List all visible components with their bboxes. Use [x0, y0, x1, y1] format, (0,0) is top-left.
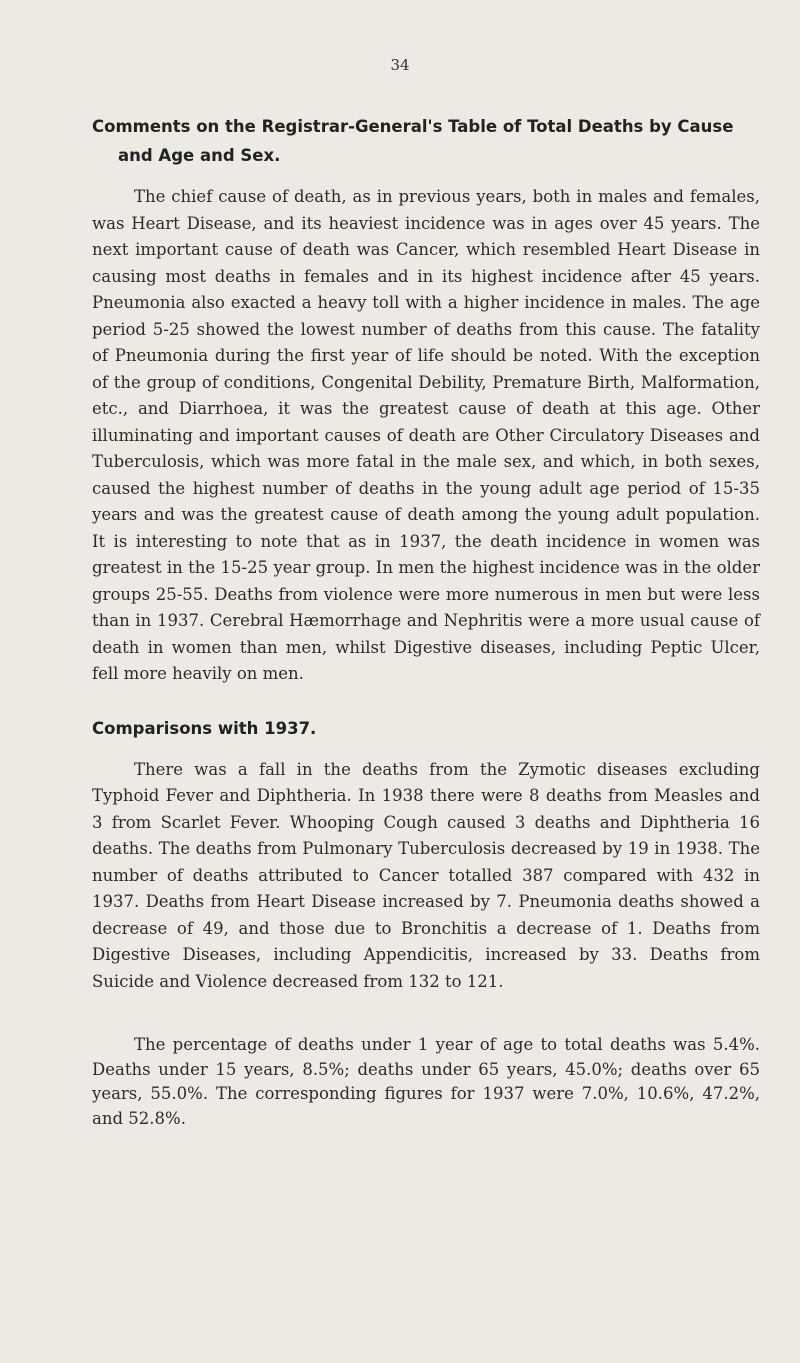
page-content — [92, 112, 760, 1131]
paragraph-percentages: The percentage of deaths under 1 year of age to total deaths was 5.4%. Deaths under 15 years, 8.5%; deaths under 65 years, 45.0%; deaths over 65 years, 55.0%. The corresponding figures for 1937 were 7.0%, 10.6%, 47.2%, and 52.8%. — [92, 1035, 760, 1128]
paragraph-chief-causes: The chief cause of death, as in previous years, both in males and females, was Heart Disease, and its heaviest incidence was in ages over 45 years. The next important cause of death was Cancer, which resembled Heart Disease in causing most deaths in females and in its highest incidence after 45 years. Pneumonia also exacted a heavy toll with a higher incidence in males. The age period 5-25 showed the lowest number of deaths from this cause. The fatality of Pneumonia during the first year of life should be noted. With the exception of the group of conditions, Congenital Debility, Premature Birth, Malformation, etc., and Diarrhoea, it was the greatest cause of death at this age. Other illuminating and important causes of death are Other Circulatory Diseases and Tuberculosis, which was more fatal in the male sex, and which, in both sexes, caused the highest number of deaths in the young adult age period of 15-35 years and was the greatest cause of death among the young adult population. It is interesting to note that as in 1937, the death incidence in women was greatest in the 15-25 year group. In men the highest incidence was in the older groups 25-55. Deaths from violence were more numerous in men but were less than in 1937. Cerebral Hæmorrhage and Nephritis were a more usual cause of death in women than men, whilst Digestive diseases, including Peptic Ulcer, fell more heavily on men. — [92, 187, 760, 683]
page-number: 34 — [390, 56, 410, 74]
paragraph-comparisons: There was a fall in the deaths from the Zymotic diseases excluding Typhoid Fever and Diphtheria. In 1938 there were 8 deaths from Measles and 3 from Scarlet Fever. Whooping Cough caused 3 deaths and Diphtheria 16 deaths. The deaths from Pulmonary Tuberculosis decreased by 19 in 1938. The number of deaths attributed to Cancer totalled 387 compared with 432 in 1937. Deaths from Heart Disease increased by 7. Pneumonia deaths showed a decrease of 49, and those due to Bronchitis a decrease of 1. Deaths from Digestive Diseases, including Appendicitis, increased by 33. Deaths from Suicide and Violence decreased from 132 to 121. — [92, 759, 760, 991]
section-heading-comparisons: Comparisons with 1937. — [92, 718, 317, 738]
section-heading-registrar-general: Comments on the Registrar-General's Table of Total Deaths by Cause and Age and Sex. — [92, 117, 734, 165]
